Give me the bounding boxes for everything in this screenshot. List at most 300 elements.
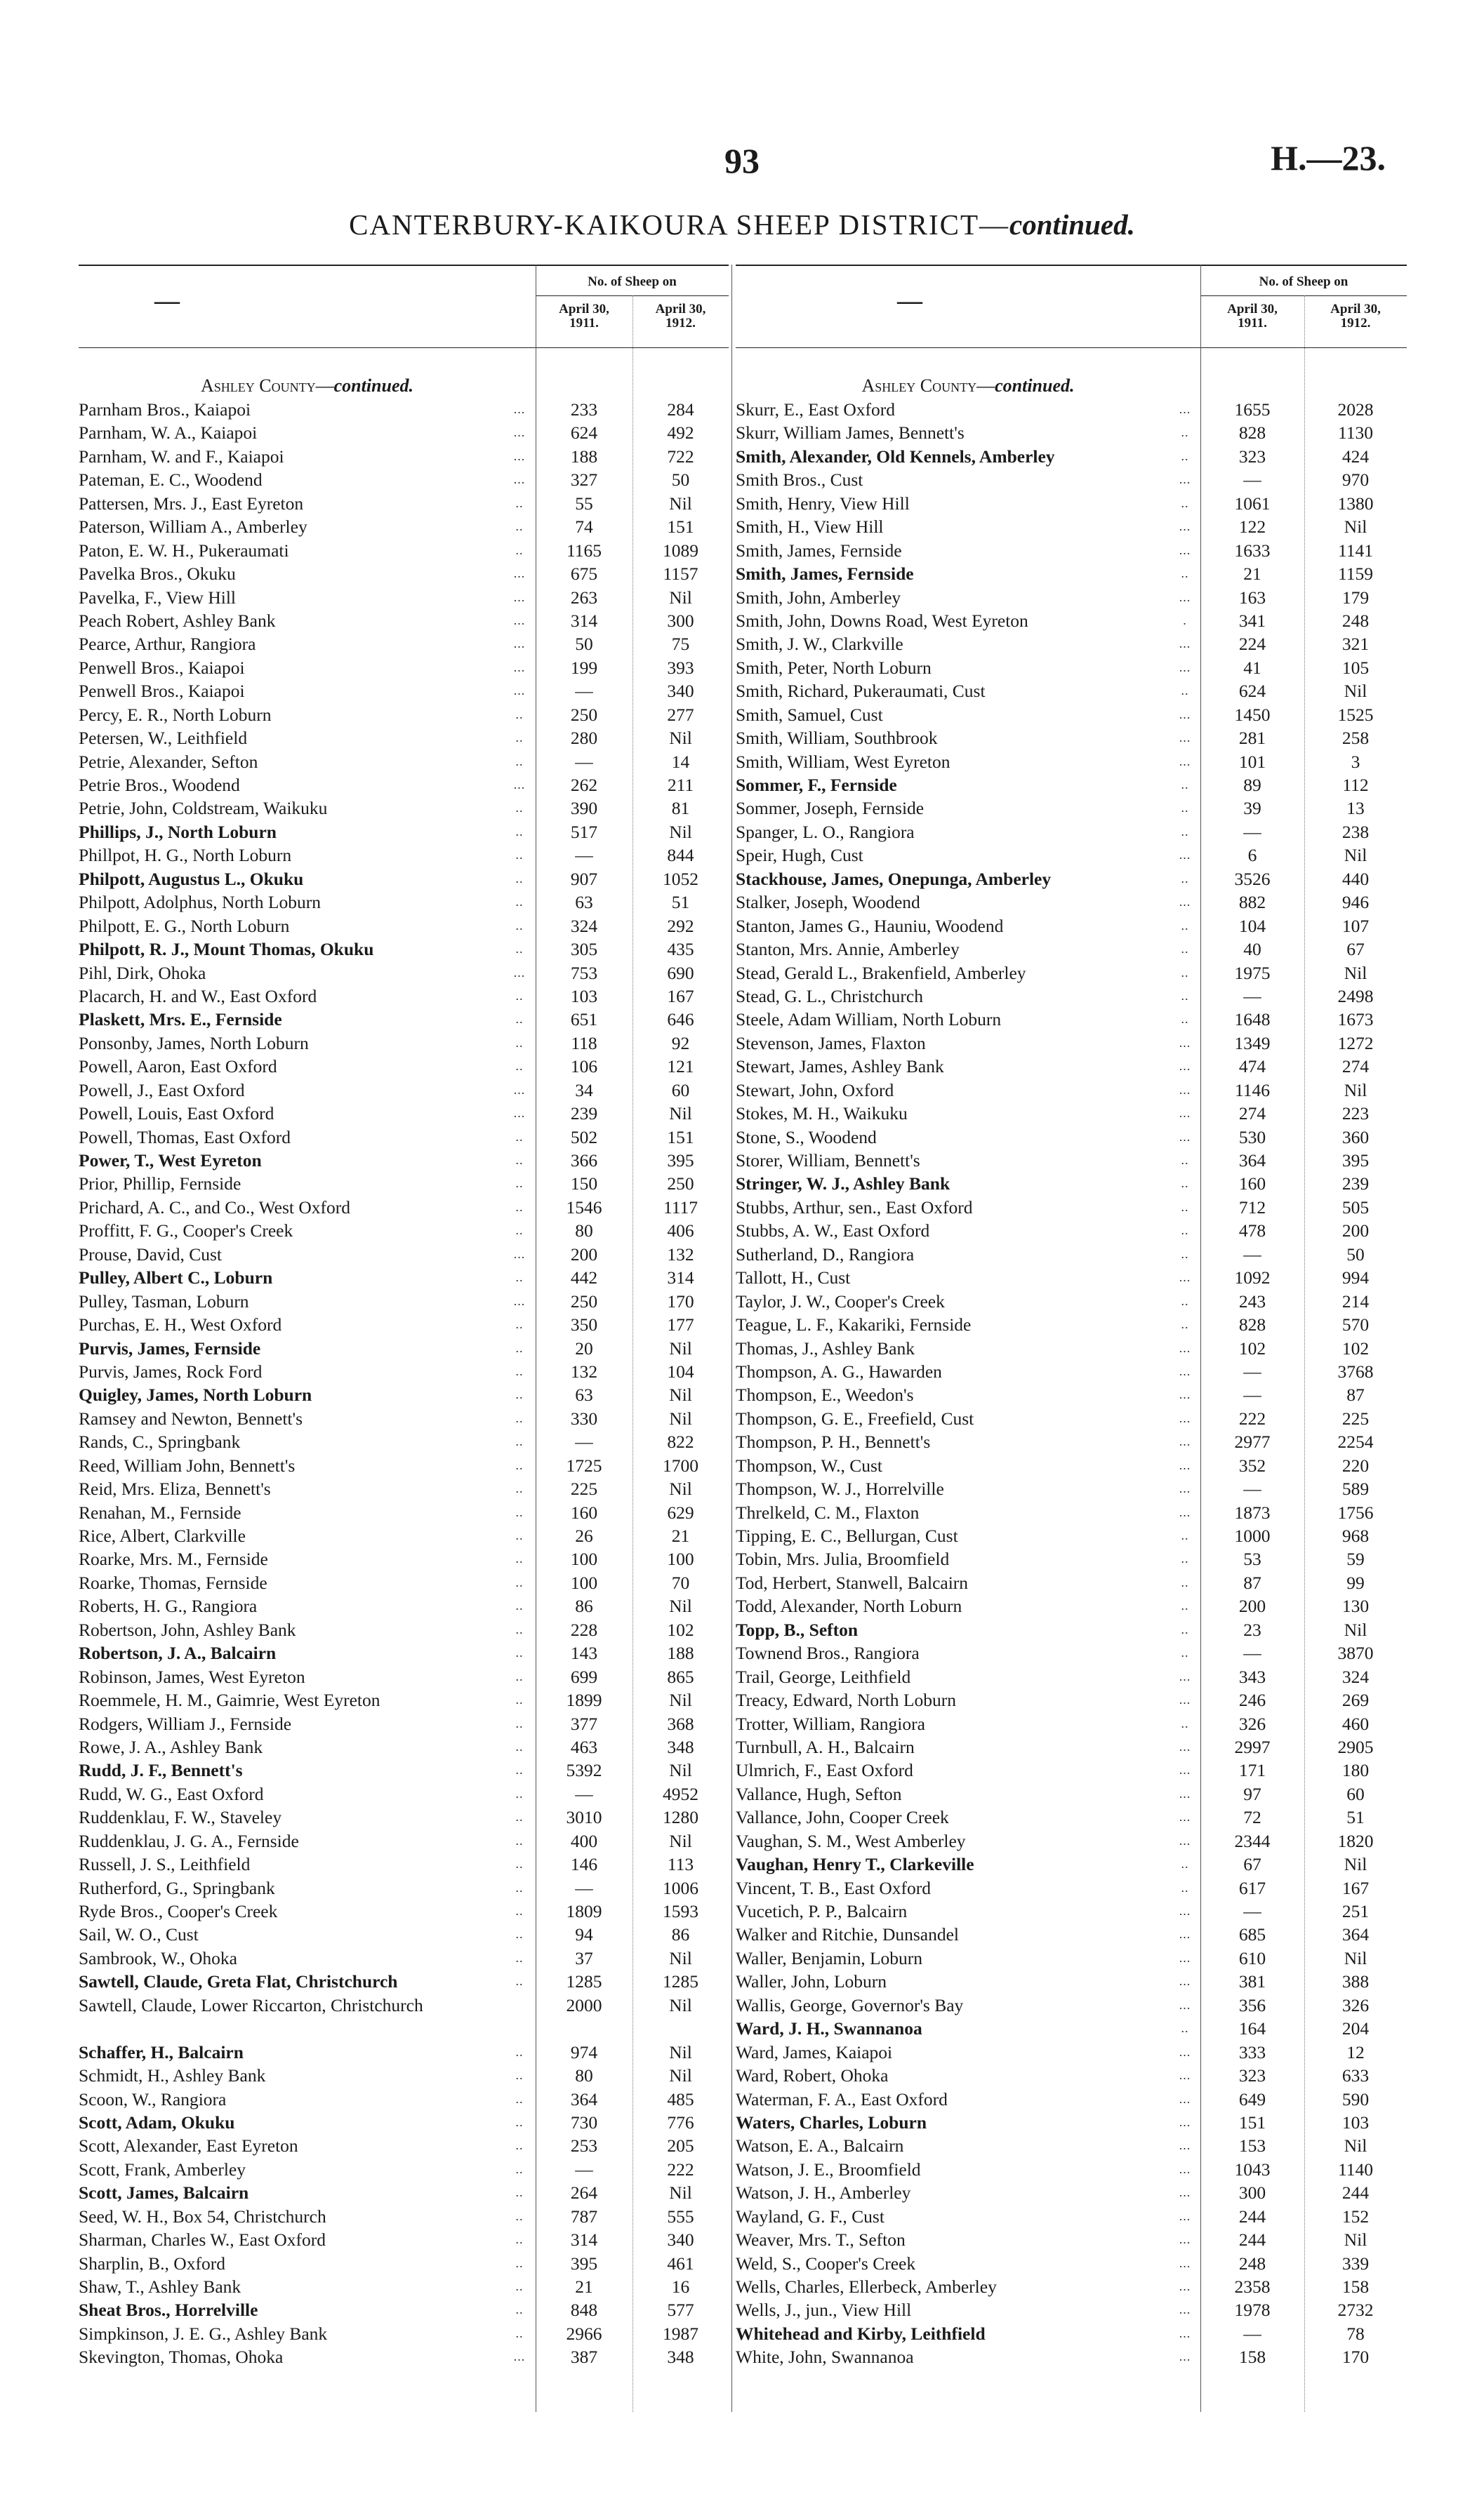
owner-name: Power, T., West Eyreton bbox=[79, 1150, 262, 1171]
sheep-count-1912: 60 bbox=[1346, 1783, 1365, 1804]
owner-name: Vaughan, S. M., West Amberley bbox=[736, 1830, 966, 1851]
sheep-count-1912: Nil bbox=[1344, 845, 1367, 866]
sheep-count-1912: 2254 bbox=[1337, 1432, 1374, 1453]
table-row bbox=[79, 1712, 729, 1735]
table-row bbox=[736, 2275, 1407, 2298]
owner-name: Powell, Louis, East Oxford bbox=[79, 1103, 274, 1124]
leader-dots: ... bbox=[513, 1082, 526, 1097]
owner-name: Petrie, John, Coldstream, Waikuku bbox=[79, 798, 328, 819]
owner-name: Plaskett, Mrs. E., Fernside bbox=[79, 1009, 282, 1030]
sheep-count-1911: 828 bbox=[1238, 1314, 1266, 1335]
table-row bbox=[79, 726, 729, 749]
sheep-count-1911: 160 bbox=[570, 1502, 598, 1523]
table-row bbox=[79, 2298, 729, 2321]
sheep-count-1912: 577 bbox=[667, 2300, 694, 2321]
sheep-count-1912: 277 bbox=[667, 704, 694, 725]
table-row bbox=[79, 820, 729, 844]
owner-name: Rudd, J. F., Bennett's bbox=[79, 1760, 243, 1781]
table-row bbox=[736, 867, 1407, 891]
sheep-count-1911: 730 bbox=[570, 2112, 598, 2133]
owner-name: Smith, James, Fernside bbox=[736, 564, 914, 585]
owner-name: Townend Bros., Rangiora bbox=[736, 1643, 920, 1664]
sheep-count-1911: 649 bbox=[1238, 2088, 1266, 2109]
table-row bbox=[79, 421, 729, 444]
sheep-count-1911: 530 bbox=[1238, 1126, 1266, 1147]
owner-name: Threlkeld, C. M., Flaxton bbox=[736, 1502, 920, 1523]
table-row bbox=[736, 1923, 1407, 1946]
owner-name: Roarke, Thomas, Fernside bbox=[79, 1572, 267, 1593]
sheep-count-1912: 570 bbox=[1341, 1314, 1370, 1335]
sheep-count-1912: 865 bbox=[667, 1666, 694, 1687]
sheep-count-1912: 3768 bbox=[1337, 1361, 1374, 1382]
table-row bbox=[736, 1219, 1407, 1242]
table-row bbox=[736, 1712, 1407, 1735]
leader-dots: ... bbox=[1179, 1505, 1191, 1519]
owner-name: Purvis, James, Fernside bbox=[79, 1338, 261, 1359]
leader-dots: .. bbox=[515, 2068, 524, 2083]
sheep-count-1911: 37 bbox=[575, 1947, 593, 1968]
sheep-count-1912: 214 bbox=[1341, 1291, 1370, 1312]
leader-dots: .. bbox=[1181, 1246, 1189, 1261]
sheep-count-1911: 2000 bbox=[566, 1994, 602, 2015]
table-row bbox=[79, 1079, 729, 1102]
left-rows bbox=[79, 398, 729, 2369]
table-row bbox=[736, 844, 1407, 867]
leader-dots: .. bbox=[515, 1927, 524, 1942]
sheep-count-1912: 1159 bbox=[1337, 564, 1374, 585]
sheep-count-1911: 21 bbox=[575, 2276, 593, 2298]
sheep-count-1912: 152 bbox=[1341, 2206, 1370, 2227]
sheep-count-1912: Nil bbox=[669, 493, 692, 514]
owner-name: Ward, Robert, Ohoka bbox=[736, 2065, 889, 2086]
leader-dots: ... bbox=[1179, 707, 1191, 721]
owner-name: Ryde Bros., Cooper's Creek bbox=[79, 1901, 278, 1921]
sheep-count-1911: 651 bbox=[570, 1009, 598, 1030]
sheep-count-1911: 250 bbox=[570, 1291, 598, 1312]
owner-name: Pulley, Albert C., Loburn bbox=[79, 1267, 273, 1288]
owner-name: Smith, Samuel, Cust bbox=[736, 704, 883, 725]
table-row bbox=[79, 1900, 729, 1923]
sheep-count-1912: 1987 bbox=[663, 2323, 698, 2344]
leader-dots: .. bbox=[515, 2044, 524, 2059]
sheep-count-1911: 243 bbox=[1238, 1291, 1266, 1312]
table-row bbox=[79, 844, 729, 867]
owner-name: Seed, W. H., Box 54, Christchurch bbox=[79, 2206, 326, 2227]
leader-dots: .. bbox=[515, 2091, 524, 2106]
sheep-count-1912: 121 bbox=[667, 1056, 694, 1077]
sheep-count-1911: 314 bbox=[570, 610, 598, 631]
leader-dots: .. bbox=[515, 1622, 524, 1636]
sheep-count-1912: Nil bbox=[1344, 516, 1367, 538]
leader-dots: ... bbox=[1179, 2068, 1191, 2083]
owner-name: Skurr, William James, Bennett's bbox=[736, 422, 965, 444]
sheep-count-1912: 269 bbox=[1341, 1690, 1370, 1711]
table-row bbox=[79, 891, 729, 914]
sheep-count-1912: 225 bbox=[1341, 1408, 1370, 1429]
sheep-count-1912: 102 bbox=[667, 1619, 694, 1640]
leader-dots: ... bbox=[1179, 519, 1191, 534]
sheep-count-1911: 882 bbox=[1238, 892, 1266, 913]
table-row bbox=[79, 1571, 729, 1594]
leader-dots: .. bbox=[1181, 566, 1189, 581]
sheep-count-1912: 1272 bbox=[1337, 1032, 1374, 1053]
sheep-count-1911: 151 bbox=[1238, 2112, 1266, 2133]
sheep-count-1912: 107 bbox=[1341, 915, 1370, 936]
table-row bbox=[79, 796, 729, 820]
table-row bbox=[736, 985, 1407, 1008]
leader-dots: .. bbox=[515, 1904, 524, 1918]
section-heading-text: Ashley County— bbox=[200, 375, 334, 396]
owner-name: Purvis, James, Rock Ford bbox=[79, 1361, 263, 1382]
sheep-count-1911: 34 bbox=[575, 1079, 593, 1100]
sheep-count-1912: 188 bbox=[667, 1643, 694, 1664]
table-row bbox=[79, 1008, 729, 1031]
leader-dots: .. bbox=[515, 1317, 524, 1332]
sheep-count-1912: 50 bbox=[1346, 1244, 1365, 1265]
leader-dots: .. bbox=[515, 1716, 524, 1731]
table-row bbox=[736, 1594, 1407, 1618]
leader-dots: .. bbox=[515, 2279, 524, 2294]
leader-dots: .. bbox=[515, 1669, 524, 1684]
sheep-count-1912: 393 bbox=[667, 657, 694, 678]
owner-name: Simpkinson, J. E. G., Ashley Bank bbox=[79, 2323, 328, 2344]
sheep-count-1912: 485 bbox=[667, 2088, 694, 2109]
leader-dots: ... bbox=[1179, 1833, 1191, 1848]
table-row bbox=[736, 609, 1407, 632]
section-heading-continued: continued. bbox=[995, 375, 1075, 396]
leader-dots: .. bbox=[515, 1035, 524, 1050]
sheep-count-1911: 343 bbox=[1238, 1666, 1266, 1687]
owner-name: Sutherland, D., Rangiora bbox=[736, 1244, 915, 1265]
sheep-count-1911: 1648 bbox=[1234, 1009, 1271, 1030]
table-row bbox=[79, 1665, 729, 1688]
sheep-count-1911: 158 bbox=[1238, 2347, 1266, 2368]
table-row bbox=[736, 2181, 1407, 2204]
leader-dots: .. bbox=[515, 519, 524, 534]
col-1912-header-line1: April 30, bbox=[655, 302, 706, 316]
owner-name: Penwell Bros., Kaiapoi bbox=[79, 681, 245, 702]
leader-dots: .. bbox=[515, 542, 524, 557]
table-row bbox=[736, 539, 1407, 562]
leader-dots: ... bbox=[1179, 1786, 1191, 1801]
owner-name: Smith, Henry, View Hill bbox=[736, 493, 910, 514]
owner-name: Petrie Bros., Woodend bbox=[79, 775, 240, 795]
owner-name: Trotter, William, Rangiora bbox=[736, 1713, 925, 1734]
sheep-count-1911: 248 bbox=[1238, 2253, 1266, 2274]
sheep-count-1911: 1165 bbox=[566, 540, 602, 561]
leader-dots: ... bbox=[1179, 1035, 1191, 1050]
owner-name: Thompson, A. G., Hawarden bbox=[736, 1361, 942, 1382]
leader-dots: .. bbox=[1181, 1293, 1189, 1308]
table-row bbox=[79, 1430, 729, 1453]
leader-dots: ... bbox=[1179, 1927, 1191, 1942]
leader-dots: ... bbox=[1179, 2138, 1191, 2153]
table-row bbox=[736, 1547, 1407, 1571]
leader-dots: .. bbox=[515, 2161, 524, 2176]
leader-dots: ... bbox=[1179, 2349, 1191, 2364]
sheep-count-1911: 102 bbox=[1238, 1338, 1266, 1359]
sheep-count-1912: 179 bbox=[1341, 587, 1370, 608]
owner-name: Reed, William John, Bennett's bbox=[79, 1455, 296, 1476]
owner-name: Stead, G. L., Christchurch bbox=[736, 985, 923, 1006]
table-row bbox=[736, 2064, 1407, 2087]
table-row bbox=[736, 1994, 1407, 2017]
sheep-count-1911: 848 bbox=[570, 2300, 598, 2321]
leader-dots: .. bbox=[515, 495, 524, 510]
sheep-count-1911: 225 bbox=[570, 1479, 598, 1500]
sheep-count-1911: 395 bbox=[570, 2253, 598, 2274]
owner-name: Sail, W. O., Cust bbox=[79, 1924, 199, 1945]
table-row bbox=[79, 1337, 729, 1360]
col-1912-header-line2: 1912. bbox=[1340, 316, 1371, 331]
leader-dots: ... bbox=[1179, 1340, 1191, 1355]
sheep-count-1911: 50 bbox=[575, 634, 593, 655]
sheep-count-1912: 1117 bbox=[663, 1196, 698, 1218]
sheep-count-1912: 435 bbox=[667, 939, 694, 960]
owner-name: Stubbs, A. W., East Oxford bbox=[736, 1220, 930, 1241]
owner-name: Storer, William, Bennett's bbox=[736, 1150, 920, 1171]
leader-dots: .. bbox=[515, 1153, 524, 1167]
sheep-count-1912: 1380 bbox=[1337, 493, 1374, 514]
owner-name: Vallance, Hugh, Sefton bbox=[736, 1783, 902, 1804]
leader-dots: . bbox=[1183, 613, 1187, 627]
sheep-count-1912: 87 bbox=[1346, 1385, 1365, 1406]
owner-name: Thompson, P. H., Bennett's bbox=[736, 1432, 931, 1453]
table-row bbox=[736, 1407, 1407, 1430]
leader-dots: .. bbox=[515, 1646, 524, 1660]
leader-dots: .. bbox=[1181, 1880, 1189, 1895]
sheep-count-1911: 387 bbox=[570, 2347, 598, 2368]
leader-dots: ... bbox=[1179, 1059, 1191, 1074]
table-row bbox=[79, 1923, 729, 1946]
sheep-count-1912: 220 bbox=[1341, 1455, 1370, 1476]
leader-dots: .. bbox=[515, 2138, 524, 2153]
sheep-count-1911: 478 bbox=[1238, 1220, 1266, 1241]
sheep-count-1911: — bbox=[1243, 1643, 1261, 1664]
owner-name: Paton, E. W. H., Pukeraumati bbox=[79, 540, 289, 561]
owner-name: Sawtell, Claude, Greta Flat, Christchurch bbox=[79, 1971, 398, 1992]
sheep-count-1911: 97 bbox=[1243, 1783, 1261, 1804]
owner-name: Stackhouse, James, Onepunga, Amberley bbox=[736, 868, 1052, 889]
table-row bbox=[79, 1102, 729, 1125]
owner-name: Powell, Thomas, East Oxford bbox=[79, 1126, 291, 1147]
owner-name: Stevenson, James, Flaxton bbox=[736, 1032, 926, 1053]
leader-dots: .. bbox=[1181, 1857, 1189, 1872]
owner-name: Roberts, H. G., Rangiora bbox=[79, 1596, 258, 1617]
leader-dots: .. bbox=[515, 1833, 524, 1848]
owner-name: Wells, J., jun., View Hill bbox=[736, 2300, 912, 2321]
sheep-count-1911: 377 bbox=[570, 1713, 598, 1734]
sheep-count-1912: 104 bbox=[667, 1361, 694, 1382]
leader-dots: .. bbox=[515, 1059, 524, 1074]
table-row bbox=[736, 1172, 1407, 1195]
owner-name: Tallott, H., Cust bbox=[736, 1267, 851, 1288]
table-row bbox=[79, 562, 729, 585]
sheep-count-1912: 555 bbox=[667, 2206, 694, 2227]
table-row bbox=[79, 539, 729, 562]
leader-dots: .. bbox=[515, 1693, 524, 1707]
sheep-count-1911: — bbox=[1243, 1901, 1261, 1921]
col-1912-header-line2: 1912. bbox=[665, 316, 696, 331]
owner-name: Walker and Ritchie, Dunsandel bbox=[736, 1924, 960, 1945]
sheep-count-1911: 699 bbox=[570, 1666, 598, 1687]
leader-dots: .. bbox=[515, 1387, 524, 1402]
sheep-count-1912: 326 bbox=[1341, 1994, 1370, 2015]
sheep-count-1911: 118 bbox=[571, 1032, 597, 1053]
sheep-count-1912: Nil bbox=[669, 587, 692, 608]
col-1911-header-line2: 1911. bbox=[569, 316, 599, 331]
table-row bbox=[79, 445, 729, 468]
sheep-count-1911: — bbox=[1243, 1244, 1261, 1265]
sheep-count-1911: 63 bbox=[575, 1385, 593, 1406]
sheep-count-1911: 5392 bbox=[566, 1760, 602, 1781]
leader-dots: .. bbox=[515, 1739, 524, 1754]
sheep-count-1911: — bbox=[1243, 1385, 1261, 1406]
owner-name: Pihl, Dirk, Ohoka bbox=[79, 962, 206, 983]
sheep-count-1911: 1655 bbox=[1234, 399, 1271, 420]
leader-dots: .. bbox=[1181, 965, 1189, 980]
leader-dots: ... bbox=[1179, 1739, 1191, 1754]
leader-dots: .. bbox=[1181, 1176, 1189, 1191]
table-row bbox=[736, 1430, 1407, 1453]
group-header-rule bbox=[1200, 295, 1407, 296]
owner-name: Wallis, George, Governor's Bay bbox=[736, 1994, 964, 2015]
sheep-count-1911: 2997 bbox=[1234, 1736, 1271, 1757]
leader-dots: .. bbox=[1181, 448, 1189, 463]
sheep-count-1912: Nil bbox=[1344, 1079, 1367, 1100]
table-row bbox=[736, 398, 1407, 421]
leader-dots: .. bbox=[515, 1129, 524, 1144]
table-row bbox=[79, 1243, 729, 1266]
owner-name: Ward, James, Kaiapoi bbox=[736, 2041, 893, 2062]
sheep-count-1912: 505 bbox=[1341, 1196, 1370, 1218]
sheep-count-1912: 440 bbox=[1341, 868, 1370, 889]
leader-dots: ... bbox=[1179, 2185, 1191, 2200]
sheep-count-1912: 244 bbox=[1341, 2182, 1370, 2204]
owner-name: Vallance, John, Cooper Creek bbox=[736, 1807, 949, 1828]
sheep-count-1911: 122 bbox=[1238, 516, 1266, 538]
sheep-count-1912: 492 bbox=[667, 422, 694, 444]
sheep-count-1912: Nil bbox=[1344, 2229, 1367, 2251]
leader-dots: ... bbox=[1179, 1364, 1191, 1378]
sheep-count-1911: 63 bbox=[575, 892, 593, 913]
sheep-count-1912: 258 bbox=[1341, 728, 1370, 749]
sheep-count-group-header: No. of Sheep on bbox=[1259, 274, 1349, 289]
sheep-count-1912: 2905 bbox=[1337, 1736, 1374, 1757]
owner-name: Sharman, Charles W., East Oxford bbox=[79, 2229, 326, 2251]
table-row bbox=[79, 1759, 729, 1782]
sheep-count-1911: 400 bbox=[570, 1830, 598, 1851]
owner-name: Phillips, J., North Loburn bbox=[79, 821, 277, 842]
table-row bbox=[736, 1290, 1407, 1313]
owner-name: Stalker, Joseph, Woodend bbox=[736, 892, 920, 913]
owner-name: Teague, L. F., Kakariki, Fernside bbox=[736, 1314, 972, 1335]
sheep-count-1911: 474 bbox=[1238, 1056, 1266, 1077]
sheep-count-1912: 99 bbox=[1346, 1572, 1365, 1593]
leader-dots: .. bbox=[515, 1199, 524, 1214]
sheep-count-1912: 51 bbox=[1346, 1807, 1365, 1828]
sheep-count-1912: 324 bbox=[1341, 1666, 1370, 1687]
sheep-count-1912: Nil bbox=[669, 821, 692, 842]
owner-name: Schaffer, H., Balcairn bbox=[79, 2041, 244, 2062]
leader-dots: .. bbox=[1181, 801, 1189, 815]
sheep-count-1911: 787 bbox=[570, 2206, 598, 2227]
owner-name: Vaughan, Henry T., Clarkeville bbox=[736, 1854, 974, 1875]
owner-name: Pattersen, Mrs. J., East Eyreton bbox=[79, 493, 304, 514]
owner-name: Smith, Alexander, Old Kennels, Amberley bbox=[736, 446, 1055, 467]
sheep-count-1911: 1092 bbox=[1234, 1267, 1271, 1288]
owner-name: Thompson, W. J., Horrelville bbox=[736, 1479, 944, 1500]
table-row bbox=[736, 2298, 1407, 2321]
table-row bbox=[79, 1266, 729, 1289]
leader-dots: .. bbox=[1181, 918, 1189, 933]
sheep-count-1911: 1043 bbox=[1234, 2159, 1271, 2180]
sheep-count-1911: — bbox=[1243, 2323, 1261, 2344]
page-title bbox=[0, 208, 1484, 241]
table-row bbox=[79, 1594, 729, 1618]
table-row bbox=[79, 703, 729, 726]
sheep-count-1911: 1899 bbox=[566, 1690, 602, 1711]
sheep-count-1912: 50 bbox=[671, 469, 690, 491]
sheep-count-1911: 188 bbox=[570, 446, 598, 467]
sheep-count-1911: 23 bbox=[1243, 1619, 1261, 1640]
sheep-count-1912: 274 bbox=[1341, 1056, 1370, 1077]
leader-dots: .. bbox=[515, 2232, 524, 2247]
sheep-count-1912: 177 bbox=[667, 1314, 694, 1335]
sheep-count-1911: 89 bbox=[1243, 775, 1261, 795]
sheep-count-1911: 40 bbox=[1243, 939, 1261, 960]
owner-name: Vincent, T. B., East Oxford bbox=[736, 1877, 931, 1898]
owner-name: Philpott, R. J., Mount Thomas, Okuku bbox=[79, 939, 374, 960]
table-row bbox=[79, 1196, 729, 1219]
owner-name: Petrie, Alexander, Sefton bbox=[79, 751, 258, 772]
sheep-count-1912: 970 bbox=[1341, 469, 1370, 491]
leader-dots: .. bbox=[515, 1364, 524, 1378]
table-row bbox=[79, 2181, 729, 2204]
sheep-count-1912: 248 bbox=[1341, 610, 1370, 631]
table-row bbox=[736, 1266, 1407, 1289]
sheep-count-1912: 67 bbox=[1346, 939, 1365, 960]
table-row bbox=[736, 1337, 1407, 1360]
leader-dots: ... bbox=[1179, 1082, 1191, 1097]
table-row bbox=[736, 1524, 1407, 1547]
sheep-count-1912: 113 bbox=[667, 1854, 694, 1875]
top-rule bbox=[79, 265, 729, 266]
leader-dots: .. bbox=[1181, 1153, 1189, 1167]
sheep-count-1912: 822 bbox=[667, 1432, 694, 1453]
leader-dots: ... bbox=[1179, 2044, 1191, 2059]
sheep-count-1911: 6 bbox=[1247, 845, 1257, 866]
sheep-count-1912: Nil bbox=[669, 2065, 692, 2086]
leader-dots: ... bbox=[1179, 636, 1191, 651]
sheep-count-1911: 352 bbox=[1238, 1455, 1266, 1476]
sheep-count-1912: 81 bbox=[671, 798, 690, 819]
owner-name: Purchas, E. H., West Oxford bbox=[79, 1314, 282, 1335]
sheep-count-1911: 80 bbox=[575, 1220, 593, 1241]
owner-name: Petersen, W., Leithfield bbox=[79, 728, 248, 749]
table-row bbox=[79, 398, 729, 421]
owner-name: Robertson, J. A., Balcairn bbox=[79, 1643, 277, 1664]
owner-name: Waller, John, Loburn bbox=[736, 1971, 887, 1992]
sheep-count-1911: — bbox=[1243, 469, 1261, 491]
table-row bbox=[736, 2134, 1407, 2157]
leader-dots: .. bbox=[1181, 824, 1189, 839]
sheep-count-1912: 461 bbox=[667, 2253, 694, 2274]
sheep-count-1911: 101 bbox=[1238, 751, 1266, 772]
table-row bbox=[79, 515, 729, 538]
sheep-count-1912: Nil bbox=[669, 2041, 692, 2062]
leader-dots: ... bbox=[1179, 2161, 1191, 2176]
